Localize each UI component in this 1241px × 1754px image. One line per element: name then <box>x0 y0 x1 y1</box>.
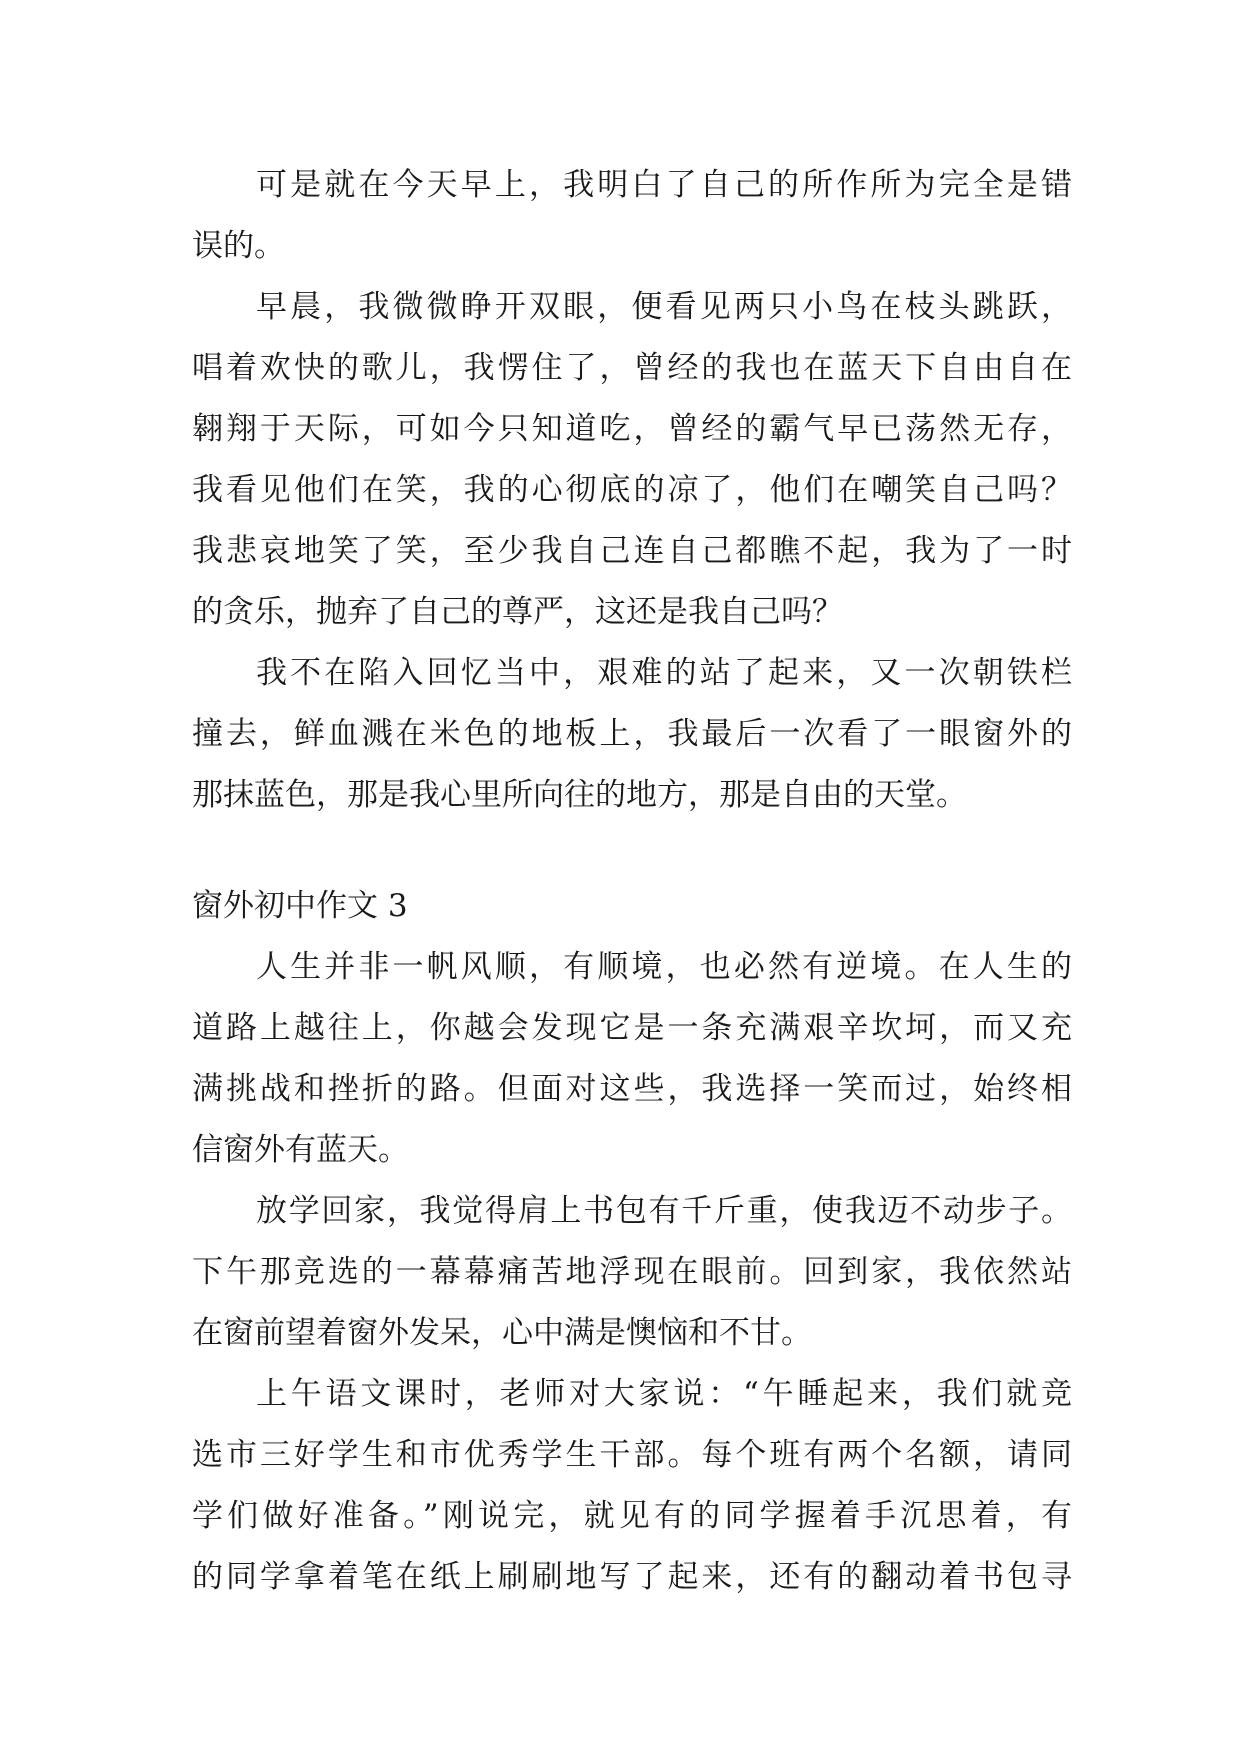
paragraph-line: 在窗前望着窗外发呆，心中满是懊恼和不甘。 <box>192 1315 812 1351</box>
paragraph-line: 唱着欢快的歌儿，我愣住了，曾经的我也在蓝天下自由自在 <box>192 350 1072 386</box>
paragraph-line: 我悲哀地笑了笑，至少我自己连自己都瞧不起，我为了一时 <box>192 533 1072 569</box>
paragraph-line: 人生并非一帆风顺，有顺境，也必然有逆境。在人生的 <box>256 949 1072 985</box>
paragraph-line: 选市三好学生和市优秀学生干部。每个班有两个名额，请同 <box>192 1437 1072 1473</box>
paragraph-line: 那抹蓝色，那是我心里所向往的地方，那是自由的天堂。 <box>192 777 967 813</box>
paragraph-line: 道路上越往上，你越会发现它是一条充满艰辛坎坷，而又充 <box>192 1010 1072 1046</box>
section-heading: 窗外初中作文 3 <box>192 888 408 924</box>
paragraph-line: 的贪乐，抛弃了自己的尊严，这还是我自己吗？ <box>192 594 843 630</box>
paragraph-line: 的同学拿着笔在纸上刷刷地写了起来，还有的翻动着书包寻 <box>192 1559 1072 1595</box>
paragraph-line: 可是就在今天早上，我明白了自己的所作所为完全是错 <box>256 167 1072 203</box>
paragraph-line: 学们做好准备。”刚说完，就见有的同学握着手沉思着，有 <box>192 1498 1072 1534</box>
paragraph-line: 翱翔于天际，可如今只知道吃，曾经的霸气早已荡然无存， <box>192 411 1072 447</box>
paragraph-line: 撞去，鲜血溅在米色的地板上，我最后一次看了一眼窗外的 <box>192 716 1072 752</box>
paragraph-line: 下午那竞选的一幕幕痛苦地浮现在眼前。回到家，我依然站 <box>192 1254 1072 1290</box>
paragraph-line: 早晨，我微微睁开双眼，便看见两只小鸟在枝头跳跃， <box>256 289 1072 325</box>
paragraph-line: 上午语文课时，老师对大家说：“午睡起来，我们就竞 <box>256 1376 1072 1412</box>
paragraph-line: 我不在陷入回忆当中，艰难的站了起来，又一次朝铁栏 <box>256 655 1072 691</box>
paragraph-line: 误的。 <box>192 228 285 264</box>
paragraph-line: 我看见他们在笑，我的心彻底的凉了，他们在嘲笑自己吗？ <box>192 472 1072 508</box>
paragraph-line: 放学回家，我觉得肩上书包有千斤重，使我迈不动步子。 <box>256 1193 1072 1229</box>
paragraph-line: 信窗外有蓝天。 <box>192 1132 409 1168</box>
paragraph-line: 满挑战和挫折的路。但面对这些，我选择一笑而过，始终相 <box>192 1071 1072 1107</box>
